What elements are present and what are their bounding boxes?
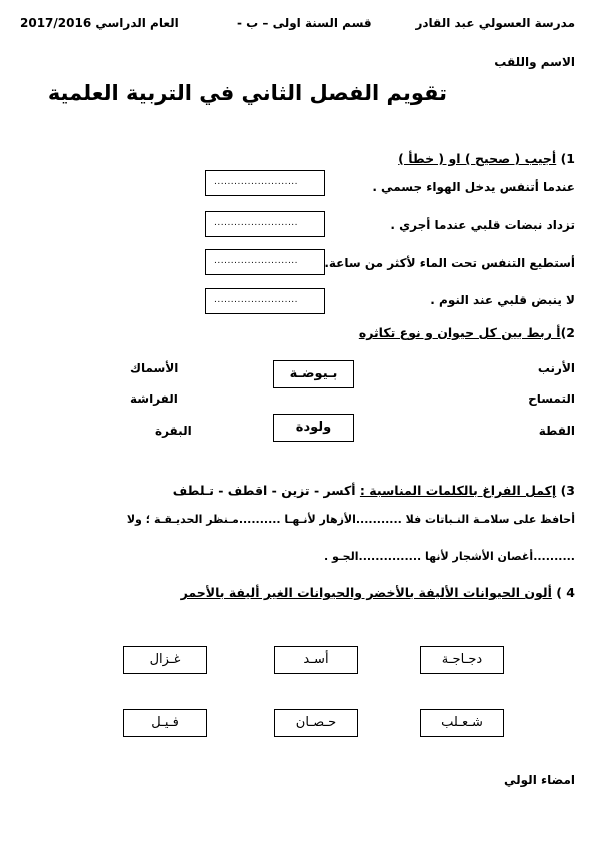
q1-answer-box-1[interactable] <box>205 170 325 196</box>
q1-statement-3: أستطيع التنفس تحت الماء لأكثر من ساعة. <box>324 256 575 270</box>
q4-heading <box>181 585 575 600</box>
q2-right-animal-2: التمساح <box>528 392 575 406</box>
q2-left-animal-1: الأسماك <box>130 361 179 375</box>
q1-answer-box-4[interactable] <box>205 288 325 314</box>
q3-line-2: ..........أغصان الأشجار لأنها ...............الجـو . <box>324 550 575 563</box>
q4-number: 4 ) <box>556 585 575 600</box>
q1-prompt: أجيب ( صحيح ) او ( خطأ ) <box>398 151 557 166</box>
animal-horse[interactable]: حـصـان <box>274 709 358 737</box>
name-label: الاسم واللقب <box>494 55 575 69</box>
q3-word-bank: أكسر - تزين - اقطف - تـلطف <box>172 483 356 498</box>
q1-answer-dots: ......................... <box>214 177 299 187</box>
animal-gazelle[interactable]: غـزال <box>123 646 207 674</box>
reproduction-type-oviparous[interactable]: بـيوضـة <box>273 360 354 388</box>
q3-prompt: إكمل الفراغ بالكلمات المناسبة : <box>359 483 557 498</box>
animal-elephant[interactable]: فـيـل <box>123 709 207 737</box>
class-label: قسم السنة اولى – ب - <box>237 16 372 30</box>
q2-prompt: أ ربط بين كل حيوان و نوع تكاثره <box>358 325 561 340</box>
parent-signature-label: امضاء الولي <box>504 773 575 787</box>
q2-right-animal-1: الأرنب <box>537 361 575 375</box>
q1-answer-dots: ......................... <box>214 218 299 228</box>
q1-answer-dots: ......................... <box>214 256 299 266</box>
q1-answer-box-3[interactable] <box>205 249 325 275</box>
q2-number: 2) <box>560 325 575 340</box>
animal-chicken[interactable]: دجـاجـة <box>420 646 504 674</box>
q3-heading <box>173 483 575 498</box>
school-name: مدرسة العسولي عبد القادر <box>415 16 575 30</box>
q3-line-1: أحافظ على سلامـة النـباتات فلا ...........الأزهار لأنـهـا ..........مـنظر الحديـقـة ؛ ولا <box>126 513 575 526</box>
q1-answer-dots: ......................... <box>214 295 299 305</box>
q1-number: 1) <box>560 151 575 166</box>
animal-lion[interactable]: أسـد <box>274 646 358 674</box>
q2-left-animal-2: الفراشة <box>130 392 178 406</box>
school-year: العام الدراسي 2017/2016 <box>20 16 179 30</box>
q2-left-animal-3: البقرة <box>155 424 192 438</box>
q1-statement-4: لا ينبض قلبي عند النوم . <box>430 293 575 307</box>
q3-number: 3) <box>560 483 575 498</box>
q2-heading <box>359 325 575 340</box>
q4-prompt: ألون الحيوانات الأليفة بالأخضر والحيوانات الغير أليفة بالأحمر <box>180 585 552 600</box>
reproduction-type-viviparous[interactable]: ولودة <box>273 414 354 442</box>
page-title: تقويم الفصل الثاني في التربية العلمية <box>47 81 447 105</box>
q1-statement-1: عندما أتنفس يدخل الهواء جسمي . <box>372 180 575 194</box>
q1-statement-2: تزداد نبضات قلبي عندما أجري . <box>390 218 575 232</box>
q2-right-animal-3: القطة <box>538 424 575 438</box>
q1-heading <box>398 151 575 166</box>
animal-fox[interactable]: شـعـلب <box>420 709 504 737</box>
q1-answer-box-2[interactable] <box>205 211 325 237</box>
